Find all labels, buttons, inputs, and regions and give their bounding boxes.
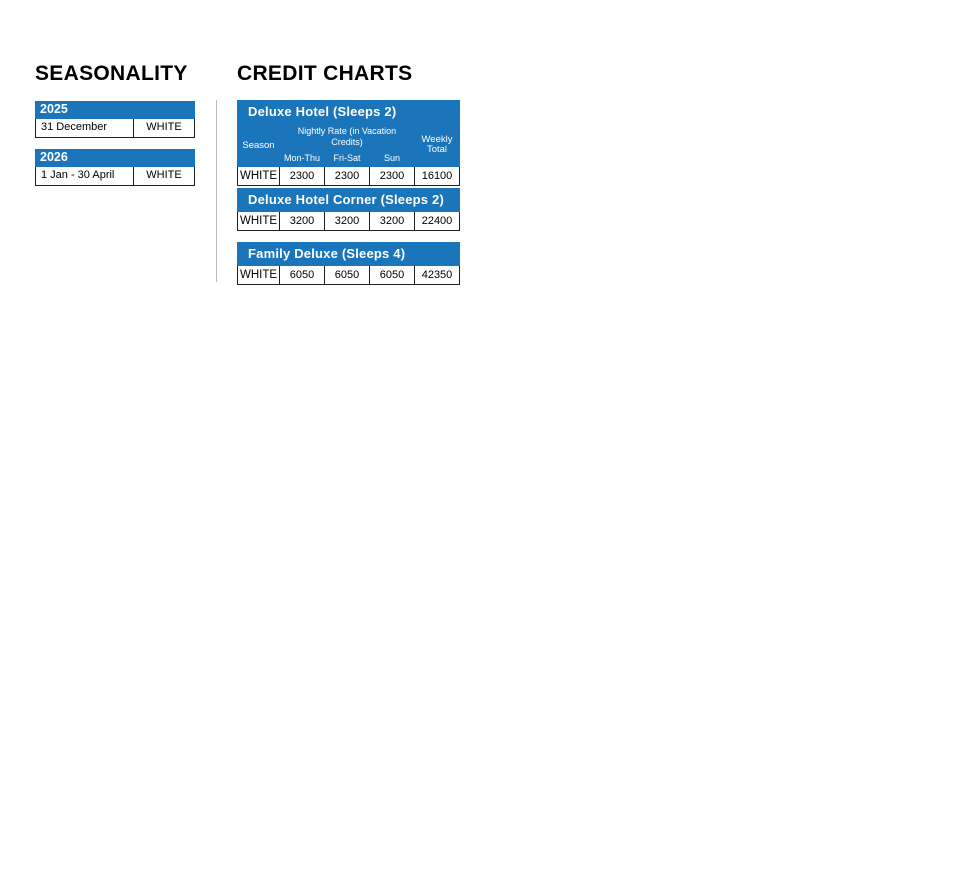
seasonality-date-range: 1 Jan - 30 April: [36, 167, 134, 185]
cell-sun: 2300: [370, 167, 415, 186]
table-row: [238, 212, 460, 231]
table-header-row-top: [238, 124, 460, 151]
cell-fri-sat: 3200: [325, 212, 370, 231]
credit-chart-table: [237, 188, 460, 231]
header-season: Season: [238, 124, 280, 167]
cell-season: WHITE: [238, 266, 280, 285]
cell-mon-thu: 3200: [280, 212, 325, 231]
seasonality-block-2026: [35, 149, 195, 186]
seasonality-year-label: 2025: [35, 101, 195, 119]
credit-chart-title: Family Deluxe (Sleeps 4): [238, 243, 460, 266]
credit-chart-table: [237, 100, 460, 186]
cell-weekly-total: 16100: [415, 167, 460, 186]
seasonality-season-name: WHITE: [146, 169, 182, 181]
cell-sun: 6050: [370, 266, 415, 285]
seasonality-season-name: WHITE: [146, 121, 182, 133]
table-row: [238, 266, 460, 285]
table-title-row: [238, 189, 460, 212]
seasonality-row: [35, 119, 195, 138]
seasonality-row: [35, 167, 195, 186]
seasonality-heading: SEASONALITY: [35, 62, 188, 85]
cell-season: WHITE: [238, 167, 280, 186]
credit-chart-title: Deluxe Hotel Corner (Sleeps 2): [238, 189, 460, 212]
header-nightly-rate: Nightly Rate (in Vacation Credits): [280, 124, 415, 151]
cell-season: WHITE: [238, 212, 280, 231]
cell-sun: 3200: [370, 212, 415, 231]
cell-mon-thu: 6050: [280, 266, 325, 285]
header-mon-thu: Mon-Thu: [280, 151, 325, 167]
cell-fri-sat: 2300: [325, 167, 370, 186]
column-divider: [216, 100, 217, 282]
credit-chart-title: Deluxe Hotel (Sleeps 2): [238, 101, 460, 124]
table-row: [238, 167, 460, 186]
header-fri-sat: Fri-Sat: [325, 151, 370, 167]
seasonality-year-label: 2026: [35, 149, 195, 167]
cell-mon-thu: 2300: [280, 167, 325, 186]
table-title-row: [238, 101, 460, 124]
credit-charts-heading: CREDIT CHARTS: [237, 62, 413, 85]
cell-fri-sat: 6050: [325, 266, 370, 285]
seasonality-block-2025: [35, 101, 195, 138]
table-title-row: [238, 243, 460, 266]
header-weekly-total: Weekly Total: [415, 124, 460, 167]
header-sun: Sun: [370, 151, 415, 167]
seasonality-date-range: 31 December: [36, 119, 134, 137]
credit-chart-table: [237, 242, 460, 285]
cell-weekly-total: 42350: [415, 266, 460, 285]
cell-weekly-total: 22400: [415, 212, 460, 231]
